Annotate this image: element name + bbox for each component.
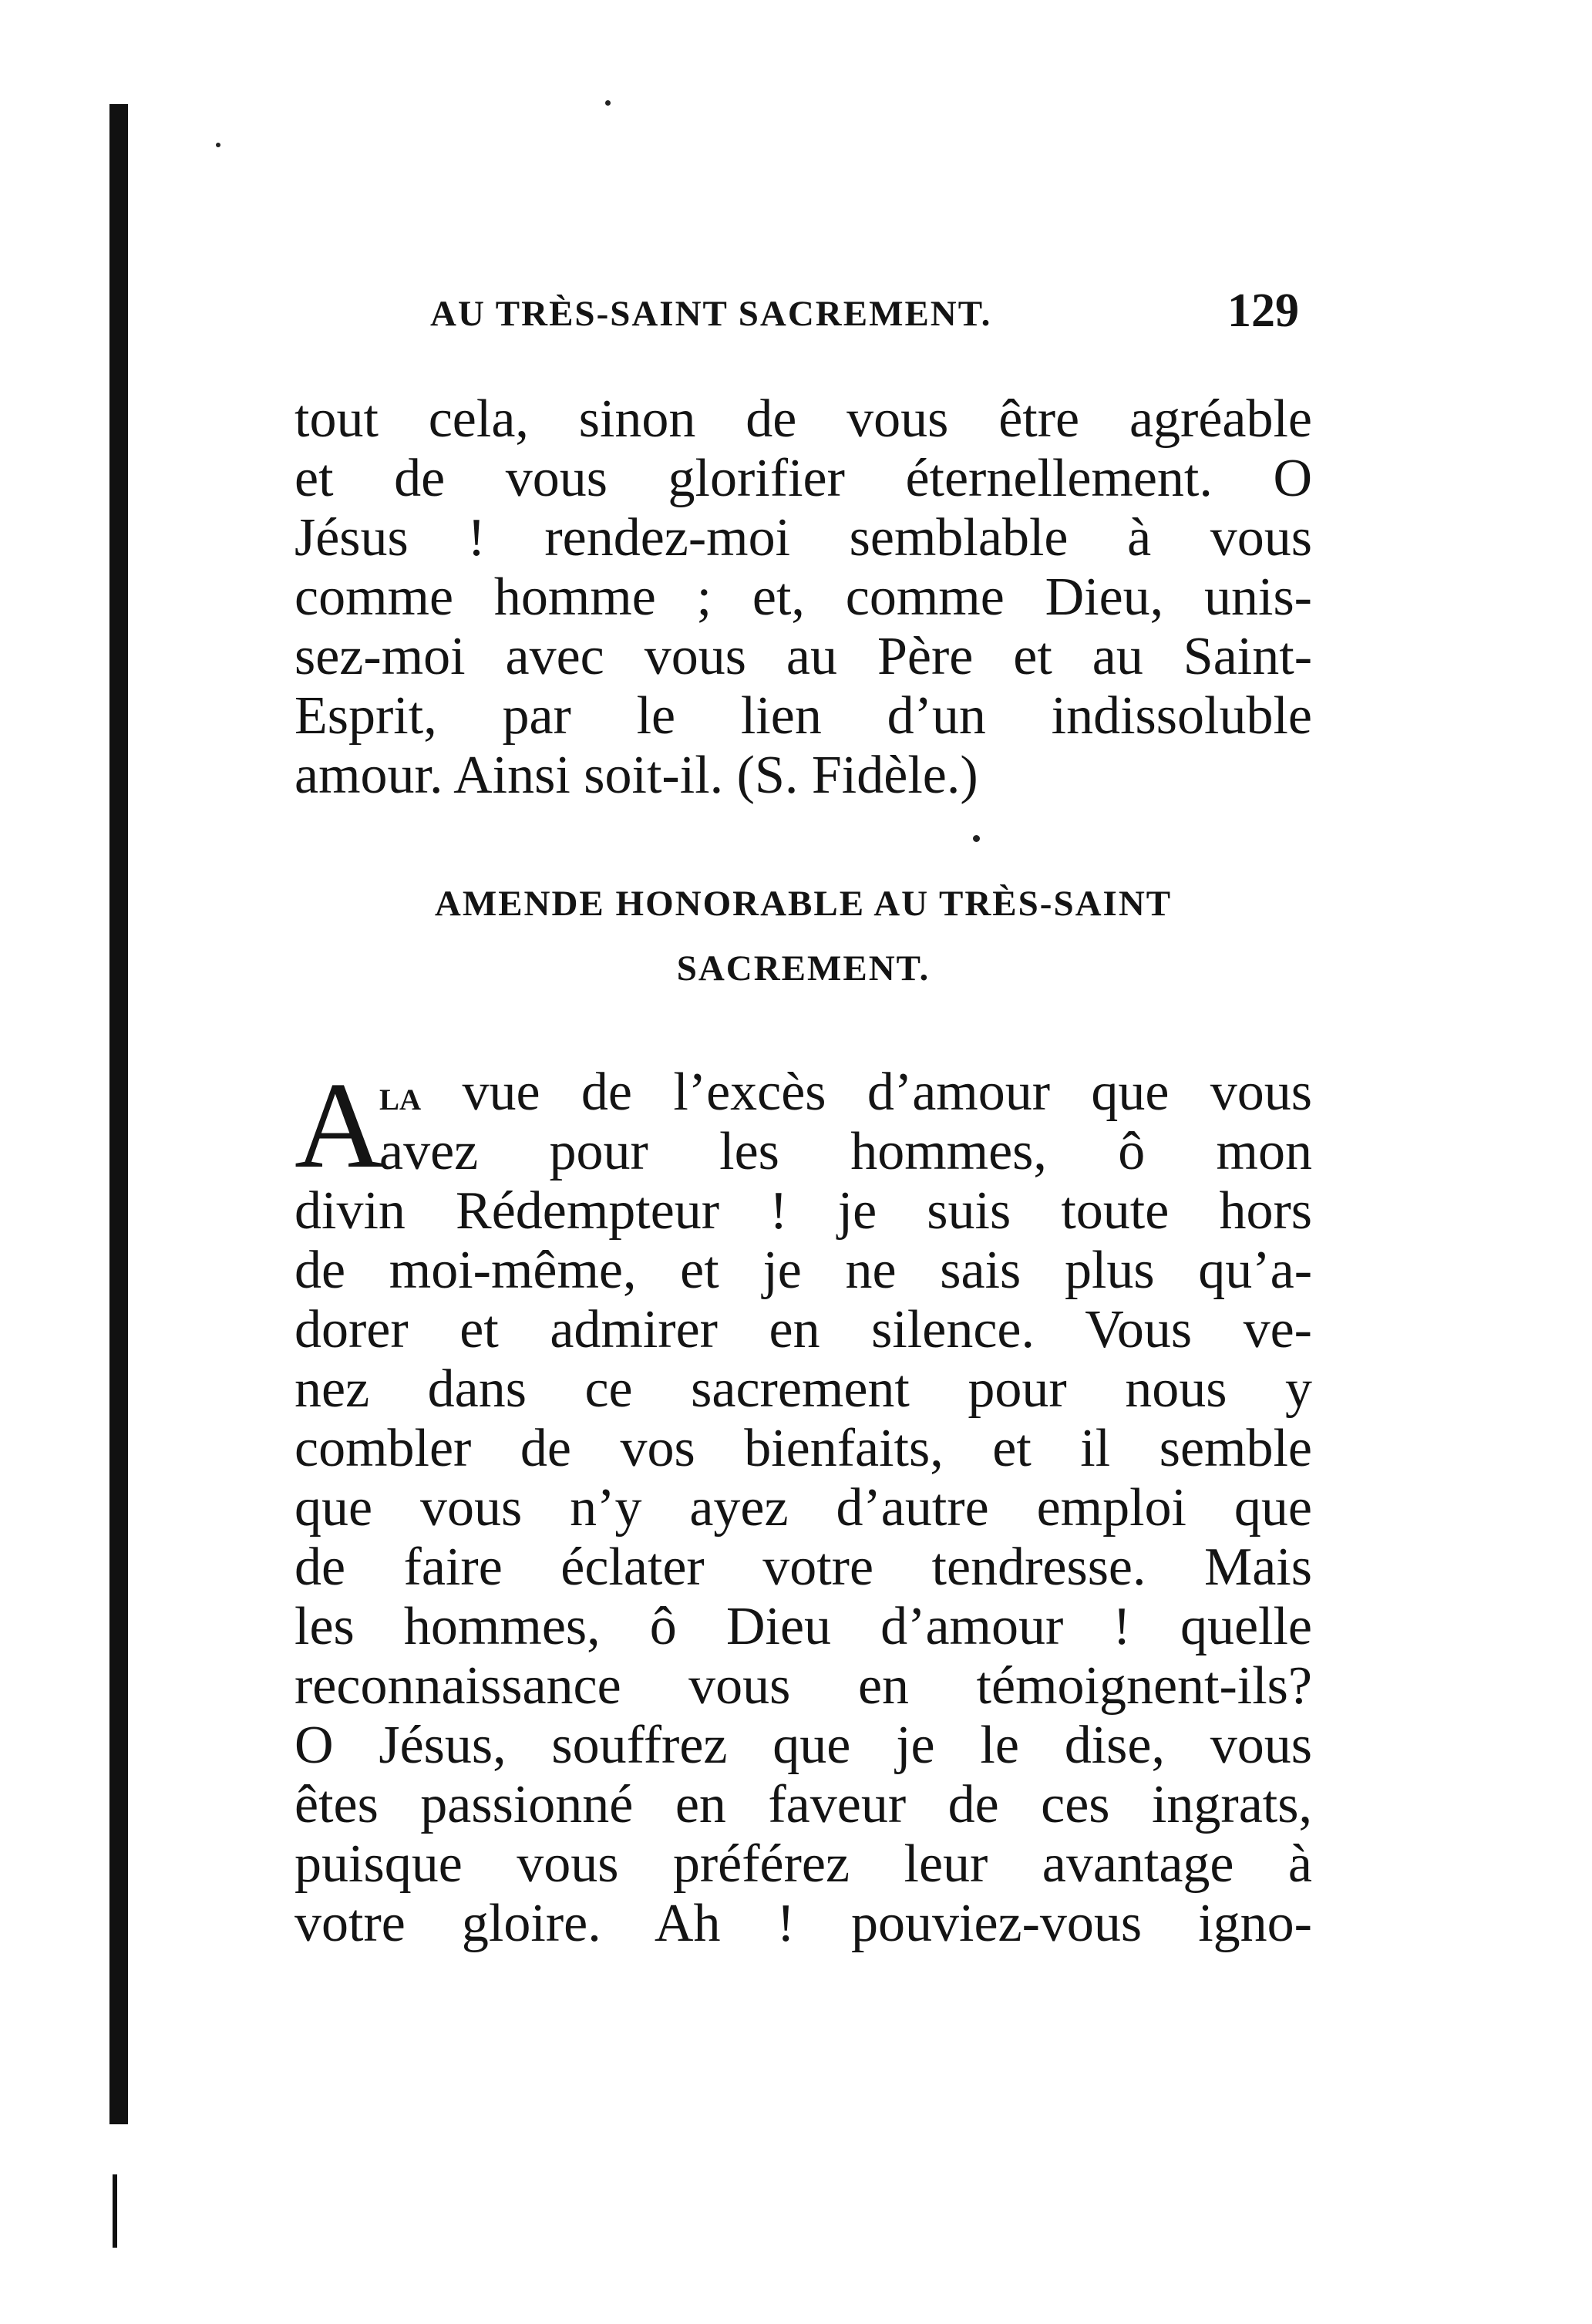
section-title-line: SACREMENT. [676,948,931,989]
line-rest: vue de l’excès d’amour que vous [421,1063,1312,1122]
text-line: Jésus ! rendez-moi semblable à vous [295,508,1312,568]
running-head: AU TRÈS-SAINT SACREMENT. [430,294,992,334]
text-line: nez dans ce sacrement pour nous y [295,1359,1312,1419]
text-line: avez pour les hommes, ô mon [379,1122,1312,1181]
text-line: de moi-même, et je ne sais plus qu’a- [295,1241,1312,1300]
text-line: combler de vos bienfaits, et il semble [295,1419,1312,1478]
text-line: amour. Ainsi soit-il. (S. Fidèle.) [295,746,978,805]
drop-cap: A [295,1056,384,1194]
text-line: et de vous glorifier éternellement. O [295,449,1312,508]
ink-speck [216,143,220,147]
ink-speck [973,835,980,842]
text-line: que vous n’y ayez d’autre emploi que [295,1478,1312,1538]
text-line: votre gloire. Ah ! pouviez-vous igno- [295,1894,1312,1953]
text-line: reconnaissance vous en témoignent-ils? [295,1656,1312,1716]
text-line: divin Rédempteur ! je suis toute hors [295,1181,1312,1241]
text-line: comme homme ; et, comme Dieu, unis- [295,568,1312,627]
first-word: la [379,1072,422,1120]
text-line: O Jésus, souffrez que je le dise, vous [295,1716,1312,1775]
section-title [295,871,1312,1001]
text-line: sez-moi avec vous au Père et au Saint- [295,627,1312,686]
text-line: de faire éclater votre tendresse. Mais [295,1538,1312,1597]
text-line: dorer et admirer en silence. Vous ve- [295,1300,1312,1359]
text-line [295,1063,1312,1122]
prayer-paragraph [295,1056,1312,1953]
ink-speck [605,100,611,106]
text-line: tout cela, sinon de vous être agréable [295,389,1312,449]
section-title-line: AMENDE HONORABLE AU TRÈS-SAINT [434,884,1173,924]
page-binding-edge-lower [113,2174,117,2248]
text-line: les hommes, ô Dieu d’amour ! quelle [295,1597,1312,1656]
continuation-paragraph [295,389,1312,805]
text-line: êtes passionné en faveur de ces ingrats, [295,1775,1312,1834]
page-binding-edge [109,104,128,2124]
text-line: puisque vous préférez leur avantage à [295,1834,1312,1894]
text-line: Esprit, par le lien d’un indissoluble [295,686,1312,746]
page-header [301,285,1326,355]
page-number: 129 [1227,285,1299,337]
